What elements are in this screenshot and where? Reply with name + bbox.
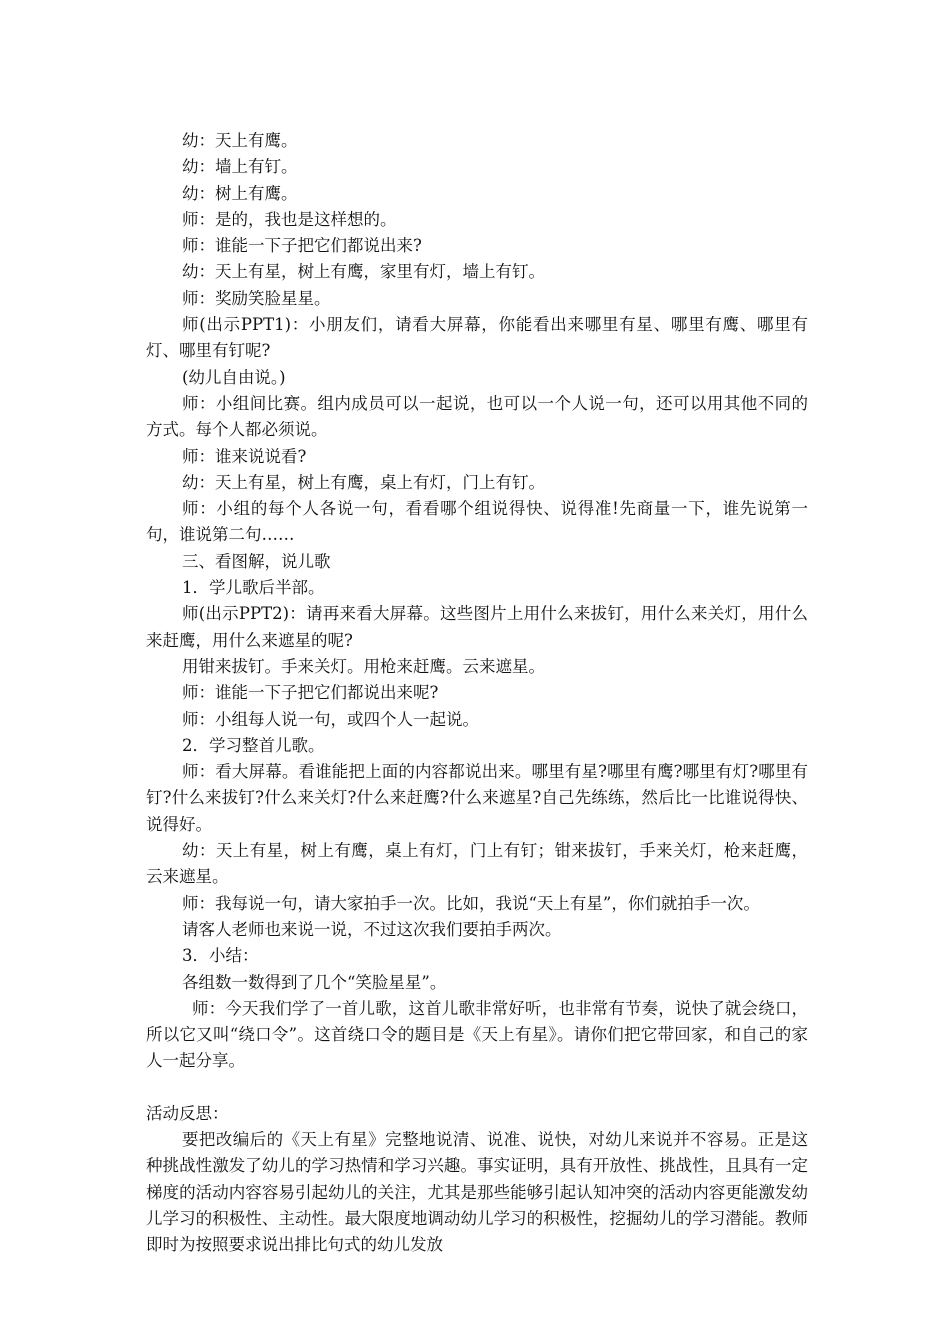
dialogue-line: 师(出示PPT2)：请再来看大屏幕。这些图片上用什么来拔钉，用什么来关灯，用什么来赶鹰，用什么来遮星的呢?: [146, 604, 808, 650]
dialogue-line: (幼儿自由说。): [182, 367, 286, 387]
paragraph-gap: [146, 1075, 808, 1101]
dialogue-line: 请客人老师也来说一说，不过这次我们要拍手两次。: [182, 919, 562, 939]
dialogue-line: 师：是的，我也是这样想的。: [182, 209, 397, 229]
dialogue-line: 幼：天上有星，树上有鹰，家里有灯，墙上有钉。: [182, 262, 545, 282]
dialogue-line: 师：看大屏幕。看谁能把上面的内容都说出来。哪里有星?哪里有鹰?哪里有灯?哪里有钉?什么来拔钉?什么来关灯?什么来赶鹰?什么来遮星?自己先练练，然后比一比谁说得快、说得好。: [146, 762, 808, 834]
dialogue-line: 幼：墙上有钉。: [182, 157, 298, 177]
document-body: [146, 128, 808, 1258]
dialogue-line: 幼：天上有星，树上有鹰，桌上有灯，门上有钉；钳来拔钉，手来关灯，枪来赶鹰，云来遮星。: [146, 841, 808, 887]
reflection-heading: 活动反思：: [146, 1103, 229, 1123]
dialogue-line: 各组数一数得到了几个“笑脸星星”。: [182, 972, 447, 992]
subsection-heading: 1．学儿歌后半部。: [182, 578, 325, 598]
subsection-heading: 2．学习整首儿歌。: [182, 735, 325, 755]
dialogue-line: 师：我每说一句，请大家拍手一次。比如，我说“天上有星”，你们就拍手一次。: [182, 893, 760, 913]
dialogue-line: 师：谁能一下子把它们都说出来?: [182, 236, 422, 256]
dialogue-line: 幼：树上有鹰。: [182, 183, 298, 203]
subsection-heading: 3．小结：: [182, 946, 259, 966]
dialogue-line: 师：小组的每个人各说一句，看看哪个组说得快、说得准!先商量一下，谁先说第一句，谁说第二句……: [146, 499, 808, 545]
dialogue-line: 师(出示PPT1)：小朋友们，请看大屏幕，你能看出来哪里有星、哪里有鹰、哪里有灯、哪里有钉呢?: [146, 315, 808, 361]
dialogue-line: 师：小组间比赛。组内成员可以一起说，也可以一个人说一句，还可以用其他不同的方式。每个人都必须说。: [146, 393, 808, 440]
dialogue-line: 用钳来拔钉。手来关灯。用枪来赶鹰。云来遮星。: [182, 656, 545, 676]
section-heading: 三、看图解，说儿歌: [182, 551, 331, 571]
dialogue-line: 师：谁能一下子把它们都说出来呢?: [182, 683, 439, 703]
dialogue-line: 师：谁来说说看?: [182, 446, 307, 466]
dialogue-line: 幼：天上有鹰。: [182, 131, 298, 150]
dialogue-line: 师：今天我们学了一首儿歌，这首儿歌非常好听，也非常有节奏，说快了就会绕口，所以它又叫“绕口令”。这首绕口令的题目是《天上有星》。请你们把它带回家，和自己的家人一起分享。: [146, 998, 808, 1071]
dialogue-line: 师：奖励笑脸星星。: [182, 288, 331, 308]
reflection-body: 要把改编后的《天上有星》完整地说清、说准、说快，对幼儿来说并不容易。正是这种挑战性激发了幼儿的学习热情和学习兴趣。事实证明，具有开放性、挑战性，且具有一定梯度的活动内容容易引起幼儿的关注，尤其是那些能够引起认知冲突的活动内容更能激发幼儿学习的积极性、主动性。最大限度地调动幼儿学习的积极性，挖掘幼儿的学习潜能。教师即时为按照要求说出排比句式的幼儿发放: [146, 1129, 808, 1255]
dialogue-line: 师：小组每人说一句，或四个人一起说。: [182, 709, 479, 729]
dialogue-line: 幼：天上有星，树上有鹰，桌上有灯，门上有钉。: [182, 472, 545, 492]
